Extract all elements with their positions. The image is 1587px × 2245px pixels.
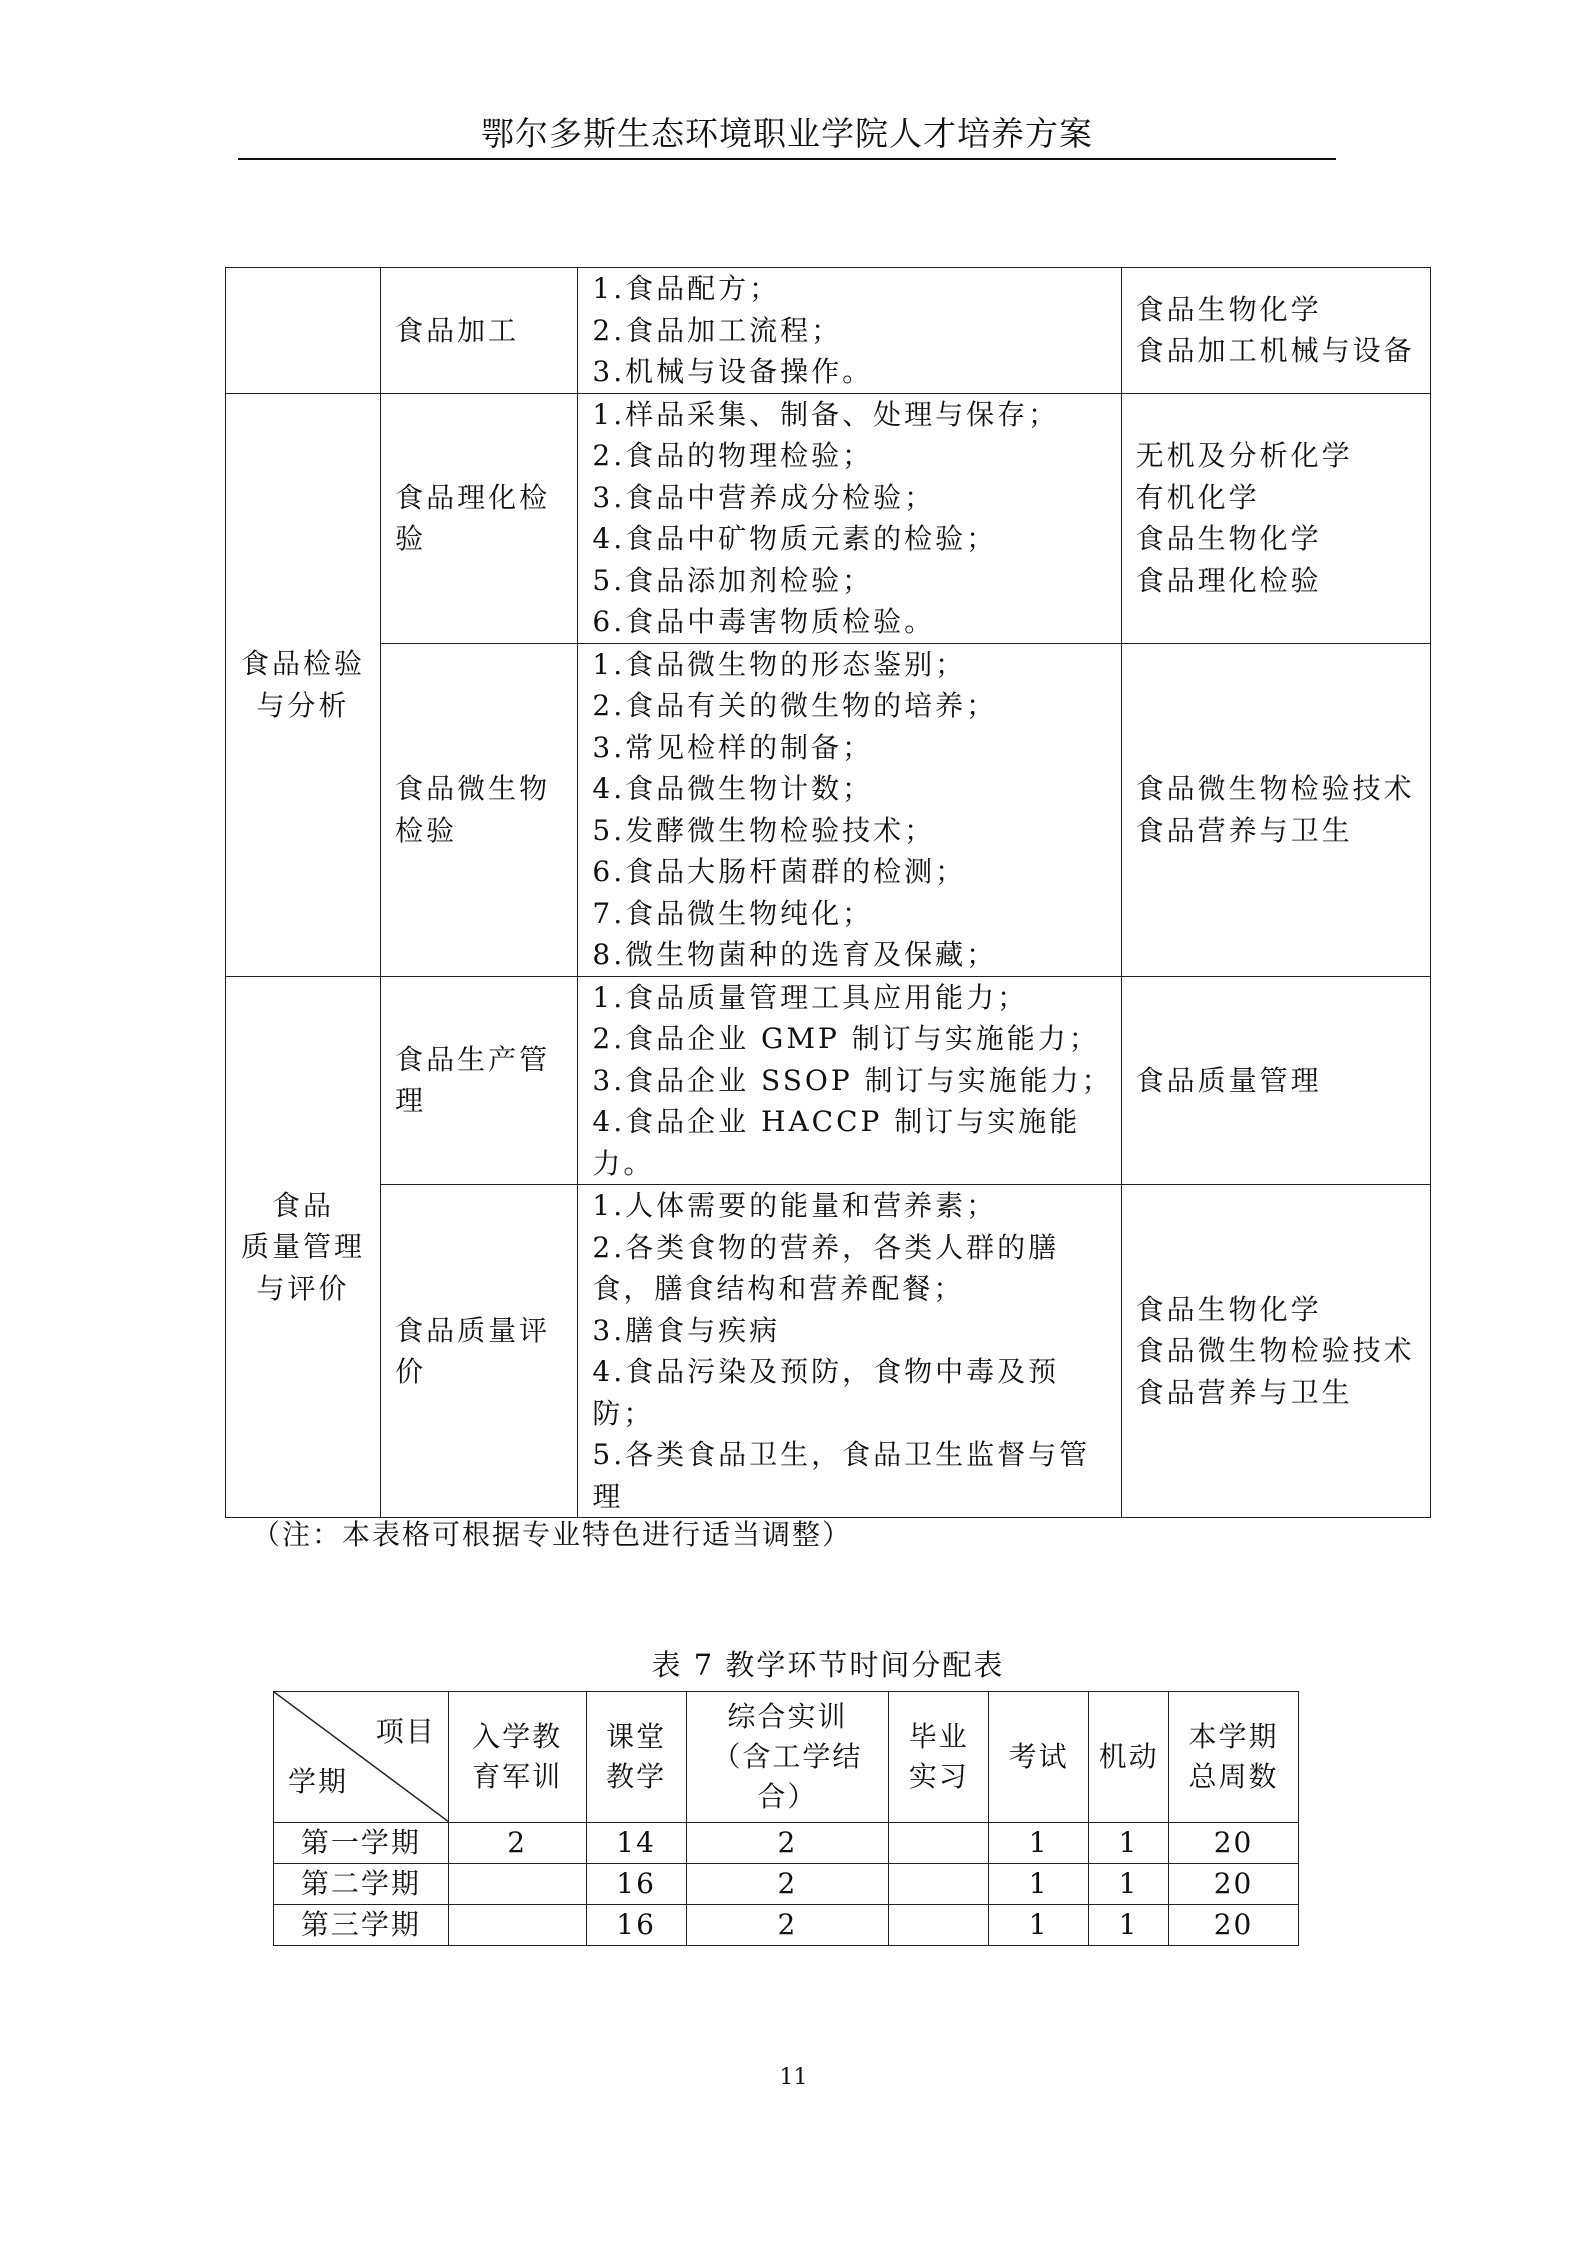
- table-cell: [889, 1864, 989, 1905]
- course-cell: [1121, 393, 1430, 643]
- list-item: 2.食品有关的微生物的培养；: [592, 689, 998, 722]
- corner-term-label: 学期: [288, 1765, 349, 1798]
- table-cell: 20: [1169, 1905, 1299, 1946]
- ability-course-table: [225, 267, 1431, 1518]
- list-item: 4.食品中矿物质元素的检验；: [592, 522, 998, 555]
- table-row: [226, 268, 1431, 394]
- ability-name: 食品质量评价: [381, 1185, 578, 1518]
- table-cell: 2: [448, 1823, 586, 1864]
- list-item: 1.样品采集、制备、处理与保存；: [592, 397, 1060, 431]
- table-cell: 1: [989, 1823, 1089, 1864]
- list-item: 6.食品大肠杆菌群的检测；: [592, 855, 967, 888]
- course-name: 食品生物化学: [1135, 522, 1322, 555]
- ability-name: 食品微生物检验: [381, 643, 578, 976]
- course-name: 食品生物化学: [1135, 292, 1322, 326]
- list-item: 3.机械与设备操作。: [592, 355, 874, 388]
- header-rule: [238, 158, 1336, 160]
- table-caption: 表 7 教学环节时间分配表: [651, 1648, 1005, 1682]
- course-name: 有机化学: [1135, 480, 1260, 514]
- list-item: 3.常见检样的制备；: [592, 730, 874, 764]
- ability-name: 食品加工: [381, 268, 578, 394]
- table-cell: 2: [686, 1823, 889, 1864]
- table-note: （注：本表格可根据专业特色进行适当调整）: [252, 1518, 853, 1551]
- table-cell: 1: [1089, 1905, 1169, 1946]
- course-name: 食品微生物检验技术: [1135, 772, 1415, 805]
- list-item: 5.各类食品卫生，食品卫生监督与管理: [592, 1438, 1091, 1513]
- corner-item-label: 项目: [375, 1715, 436, 1748]
- table-cell: [889, 1823, 989, 1864]
- category-cell: [226, 976, 381, 1518]
- ability-name: 食品生产管理: [381, 976, 578, 1185]
- table-header-row: [274, 1692, 1299, 1823]
- column-header: 机动: [1089, 1692, 1169, 1823]
- list-item: 4.食品微生物计数；: [592, 772, 874, 805]
- course-name: 食品理化检验: [1135, 563, 1322, 597]
- table-row: [274, 1823, 1299, 1864]
- list-item: 5.发酵微生物检验技术；: [592, 813, 936, 847]
- table-row: [226, 643, 1431, 976]
- list-item: 3.膳食与疾病: [592, 1313, 781, 1347]
- course-name: 食品微生物检验技术: [1135, 1334, 1415, 1368]
- course-name: 食品营养与卫生: [1135, 1375, 1353, 1409]
- ability-name: 食品理化检验: [381, 393, 578, 643]
- list-item: 2.食品企业 GMP 制订与实施能力；: [592, 1022, 1100, 1055]
- page-number: 11: [779, 2065, 808, 2090]
- column-header: 本学期总周数: [1169, 1692, 1299, 1823]
- list-item: 2.食品的物理检验；: [592, 439, 874, 472]
- table-row: [274, 1864, 1299, 1905]
- list-item: 4.食品企业 HACCP 制订与实施能力。: [592, 1105, 1081, 1180]
- list-item: 4.食品污染及预防，食物中毒及预防；: [592, 1355, 1060, 1430]
- table-cell: 20: [1169, 1823, 1299, 1864]
- list-item: 1.食品微生物的形态鉴别；: [592, 647, 967, 681]
- course-name: 食品生物化学: [1135, 1292, 1322, 1326]
- table-cell: 16: [586, 1905, 686, 1946]
- course-name: 食品加工机械与设备: [1135, 334, 1415, 368]
- table-cell: [448, 1864, 586, 1905]
- list-item: 1.食品质量管理工具应用能力；: [592, 980, 1029, 1014]
- list-item: 6.食品中毒害物质检验。: [592, 605, 936, 638]
- ability-items: [578, 643, 1121, 976]
- column-header: 入学教育军训: [448, 1692, 586, 1823]
- category-cell: [226, 268, 381, 394]
- ability-items: [578, 1185, 1121, 1518]
- table-cell: 2: [686, 1864, 889, 1905]
- table-cell: 2: [686, 1905, 889, 1946]
- table-cell: 1: [989, 1905, 1089, 1946]
- list-item: 3.食品企业 SSOP 制订与实施能力；: [592, 1063, 1113, 1097]
- table-cell: 20: [1169, 1864, 1299, 1905]
- category-label: 食品检验 与分析: [241, 647, 366, 722]
- table-cell: 1: [1089, 1864, 1169, 1905]
- course-name: 无机及分析化学: [1135, 439, 1353, 472]
- column-header: 综合实训（含工学结合）: [686, 1692, 889, 1823]
- ability-items: [578, 393, 1121, 643]
- table-row: [226, 1185, 1431, 1518]
- course-cell: [1121, 268, 1430, 394]
- category-label: 食品 质量管理 与评价: [241, 1188, 366, 1305]
- table-cell: 14: [586, 1823, 686, 1864]
- course-name: 食品营养与卫生: [1135, 813, 1353, 847]
- table-cell: 1: [989, 1864, 1089, 1905]
- table-cell: [448, 1905, 586, 1946]
- teaching-time-table: [273, 1691, 1299, 1946]
- course-cell: [1121, 643, 1430, 976]
- table-row: [274, 1905, 1299, 1946]
- course-name: 食品质量管理: [1135, 1063, 1322, 1097]
- list-item: 1.人体需要的能量和营养素；: [592, 1189, 998, 1222]
- ability-items: [578, 268, 1121, 394]
- list-item: 7.食品微生物纯化；: [592, 896, 874, 930]
- list-item: 2.食品加工流程；: [592, 313, 843, 347]
- table-row: [226, 976, 1431, 1185]
- term-label: 第三学期: [274, 1905, 449, 1946]
- term-label: 第二学期: [274, 1864, 449, 1905]
- term-label: 第一学期: [274, 1823, 449, 1864]
- column-header: 考试: [989, 1692, 1089, 1823]
- list-item: 3.食品中营养成分检验；: [592, 480, 936, 514]
- page-header-title: 鄂尔多斯生态环境职业学院人才培养方案: [481, 114, 1093, 153]
- category-cell: [226, 393, 381, 976]
- list-item: 5.食品添加剂检验；: [592, 563, 874, 597]
- list-item: 8.微生物菌种的选育及保藏；: [592, 938, 998, 971]
- table-cell: 16: [586, 1864, 686, 1905]
- column-header: 毕业实习: [889, 1692, 989, 1823]
- table-cell: 1: [1089, 1823, 1169, 1864]
- list-item: 2.各类食物的营养，各类人群的膳食，膳食结构和营养配餐；: [592, 1230, 1060, 1305]
- list-item: 1.食品配方；: [592, 272, 781, 305]
- table-cell: [889, 1905, 989, 1946]
- column-header: 课堂教学: [586, 1692, 686, 1823]
- course-cell: [1121, 976, 1430, 1185]
- ability-items: [578, 976, 1121, 1185]
- course-cell: [1121, 1185, 1430, 1518]
- table-row: [226, 393, 1431, 643]
- diagonal-header-cell: [274, 1692, 449, 1823]
